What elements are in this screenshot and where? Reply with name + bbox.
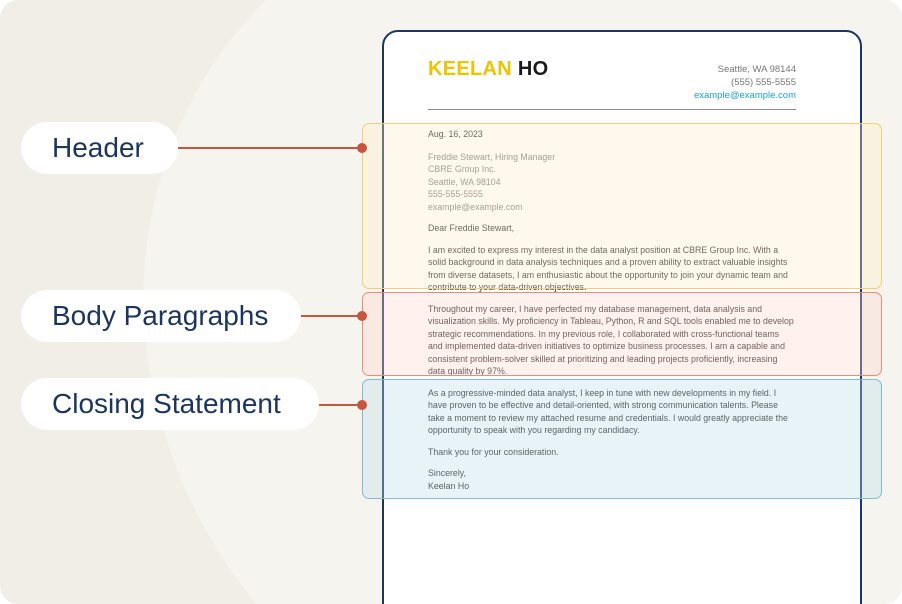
recipient-phone: 555-555-5555 bbox=[428, 189, 483, 199]
sign-off: Sincerely, bbox=[428, 468, 466, 478]
recipient-company: CBRE Group Inc. bbox=[428, 164, 496, 174]
intro-paragraph: I am excited to express my interest in the data analyst position at CBRE Group Inc. With a solid background in data analysis techniques and a proven ability to extract valuable insights from diverse datasets, I am enthusiastic about the opportunity to join your dynamic team and contribute to your data-driven objectives. bbox=[428, 244, 788, 292]
body-paragraphs-label: Body Paragraphs bbox=[21, 290, 301, 342]
recipient-name: Freddie Stewart, Hiring Manager bbox=[428, 151, 556, 162]
closing-highlight bbox=[362, 379, 882, 499]
header-connector-dot bbox=[357, 143, 367, 153]
body-connector bbox=[301, 315, 362, 317]
applicant-email: example@example.com bbox=[693, 90, 796, 101]
header-connector bbox=[178, 147, 362, 149]
salutation: Dear Freddie Stewart, bbox=[428, 223, 515, 233]
applicant-phone: (555) 555-5555 bbox=[731, 77, 796, 88]
recipient-address: Seattle, WA 98104 bbox=[428, 176, 501, 187]
closing-paragraph: As a progressive-minded data analyst, I keep in tune with new developments in my field. I have proven to be effective and detail-oriented, with strong communication talents. Please take a moment to review my attached resume and credentials. I would greatly appreciate the opportunity to speak with you regarding my candidacy. bbox=[428, 387, 788, 435]
signature: Keelan Ho bbox=[428, 480, 470, 491]
body-highlight bbox=[362, 292, 882, 376]
header-label: Header bbox=[21, 122, 178, 174]
applicant-last-name: HO bbox=[517, 58, 549, 80]
thank-you-line: Thank you for your consideration. bbox=[428, 446, 559, 457]
applicant-address: Seattle, WA 98144 bbox=[717, 64, 796, 75]
header-divider bbox=[428, 109, 796, 110]
recipient-email: example@example.com bbox=[428, 201, 523, 212]
applicant-contact bbox=[694, 63, 796, 102]
body-connector-dot bbox=[357, 311, 367, 321]
body-paragraph: Throughout my career, I have perfected my database management, data analysis and visualization skills. My proficiency in Tableau, Python, R and SQL tools enabled me to develop strategic recommendations. In my previous role, I collaborated with cross-functional teams and implemented data-driven initiatives to optimize business processes. I am a capable and consistent problem-solver skilled at prioritizing and leading projects proficiently, increasing data quality by 97%. bbox=[428, 303, 794, 376]
applicant-name bbox=[428, 58, 549, 81]
header-highlight bbox=[362, 123, 882, 289]
closing-connector bbox=[319, 404, 362, 406]
letter-date: Aug. 16, 2023 bbox=[428, 129, 483, 139]
closing-connector-dot bbox=[357, 400, 367, 410]
applicant-first-name: KEELAN bbox=[428, 58, 513, 80]
closing-statement-label: Closing Statement bbox=[21, 378, 319, 430]
